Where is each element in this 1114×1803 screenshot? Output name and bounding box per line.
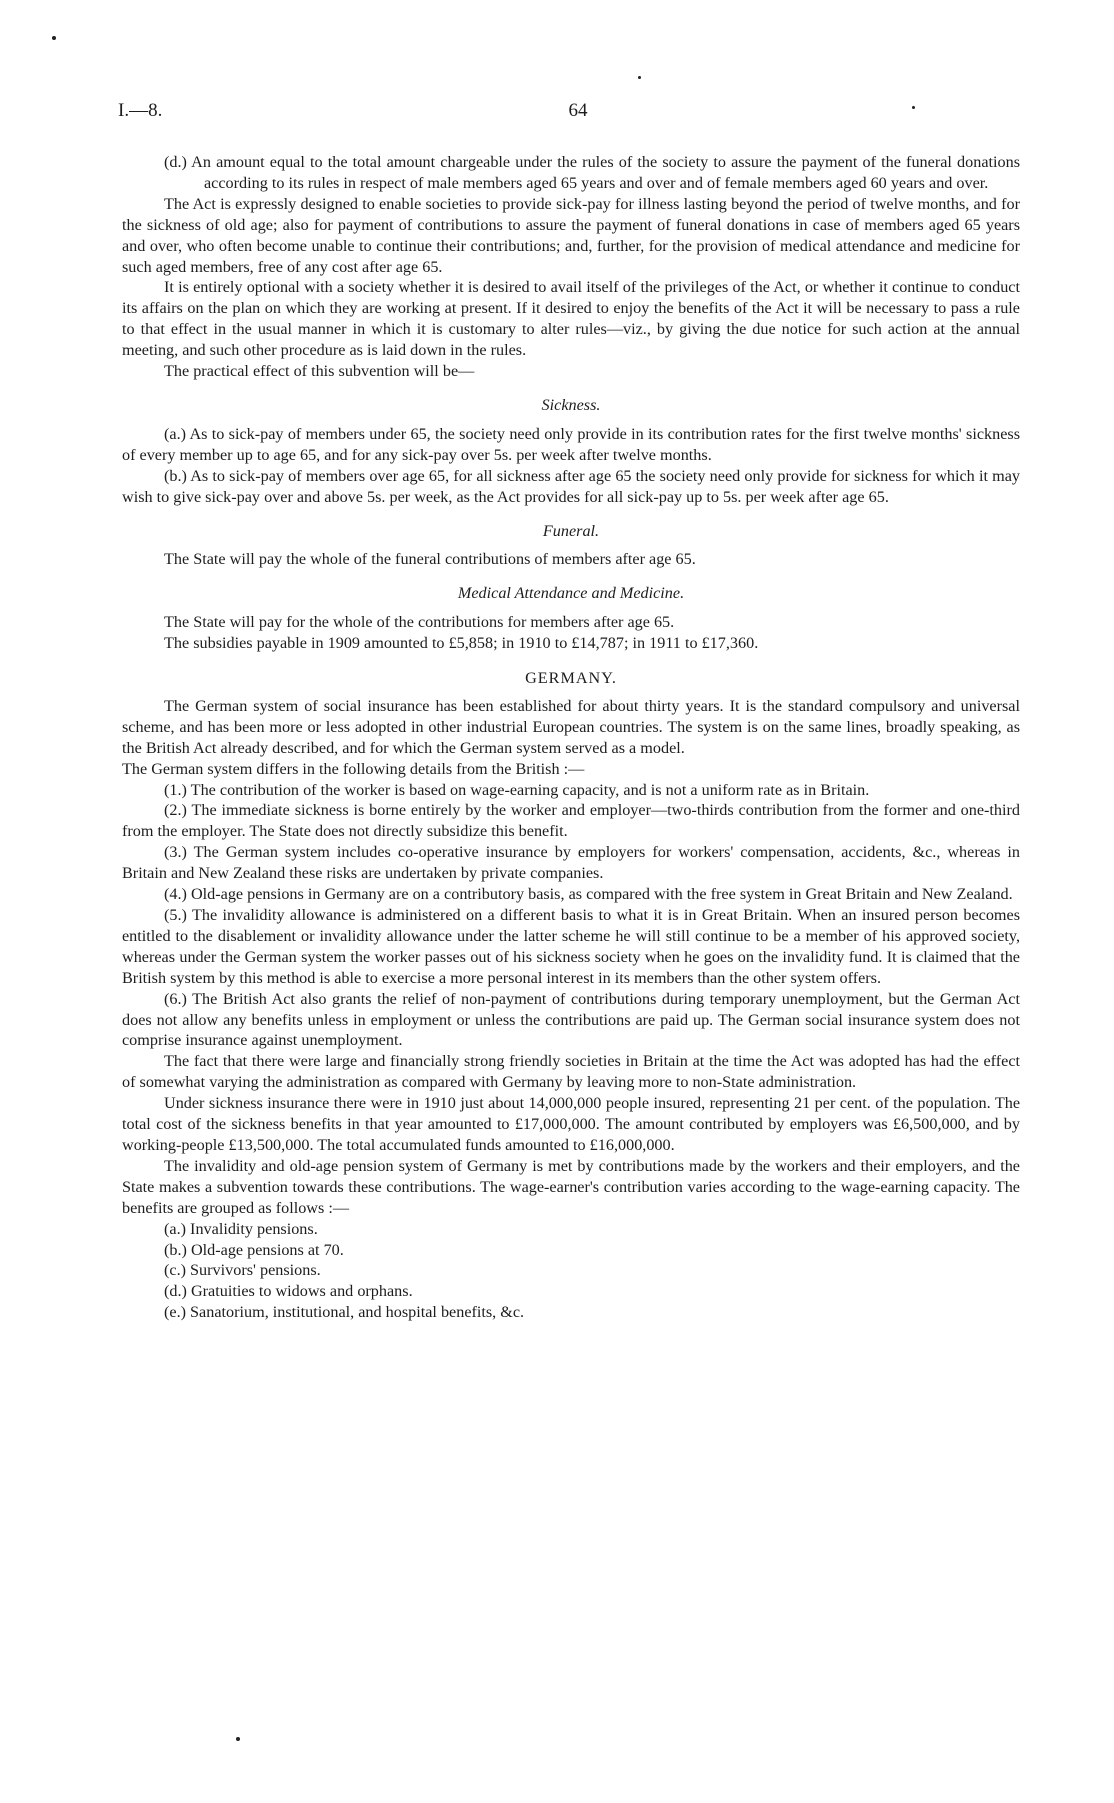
scan-speck (638, 76, 641, 79)
paragraph-funeral: The State will pay the whole of the funeral contributions of members after age 65. (164, 550, 696, 569)
paragraph-differs: The German system differs in the following details from the British :— (122, 759, 585, 778)
paragraph-act-designed: The Act is expressly designed to enable societies to provide sick-pay for illness lasting beyond the period of twelve months, and for the sickness of old age; also for payment of contributions to assure the payment of funeral donations in case of members aged 65 years and over, who often become unable to continue their contributions; and, further, for the provision of medical attendance and medicine for such aged members, free of any cost after age 65. (122, 194, 1020, 276)
section-heading-germany: GERMANY. (525, 669, 617, 688)
paragraph-difference-5: (5.) The invalidity allowance is administered on a different basis to what it is in Great Britain. When an insured person becomes entitled to the disablement or invalidity allowance under the latter scheme he will still continue to be a member of his approved society, whereas under the German system the worker passes out of his sickness society when he goes on the invalidity fund. It is claimed that the British system by this method is able to exercise a more personal interest in its members than the other system offers. (122, 906, 1020, 987)
paragraph-difference-4: (4.) Old-age pensions in Germany are on a contributory basis, as compared with the free system in Great Britain and New Zealand. (164, 885, 1013, 904)
document-reference: I.—8. (118, 100, 163, 121)
list-item: (d.) Gratuities to widows and orphans. (164, 1282, 413, 1301)
paragraph-practical-effect: The practical effect of this subvention will be— (164, 362, 475, 381)
section-heading-sickness: Sickness. (541, 395, 601, 414)
paragraph-difference-3: (3.) The German system includes co-operative insurance by employers for workers' compensation, accidents, &c., whereas in Britain and New Zealand these risks are undertaken by private companies. (122, 843, 1020, 883)
paragraph-german-system: The German system of social insurance has been established for about thirty years. It is the standard compulsory and universal scheme, and has been more or less adopted in other industrial European countries. The system is on the same lines, broadly speaking, as the British Act already described, and for which the German system served as a model. (122, 696, 1020, 757)
page-number: 64 (568, 100, 588, 121)
list-item: (e.) Sanatorium, institutional, and hospital benefits, &c. (164, 1303, 525, 1322)
list-item: (c.) Survivors' pensions. (164, 1261, 321, 1280)
paragraph-sickness-b: (b.) As to sick-pay of members over age 65, for all sickness after age 65 the society need only provide for sickness for which it may wish to give sick-pay over and above 5s. per week, as the Act provides for all sick-pay up to 5s. per week after age 65. (122, 466, 1020, 506)
paragraph-invalidity-system: The invalidity and old-age pension system of Germany is met by contributions made by the workers and their employers, and the State makes a subvention towards these contributions. The wage-earner's contribution varies according to the wage-earning capacity. The benefits are grouped as follows :— (122, 1156, 1020, 1217)
paragraph-d-amount: (d.) An amount equal to the total amount chargeable under the rules of the society to assure the payment of the funeral donations according to its rules in respect of male members aged 65 years and over and of female members aged 60 years and over. (164, 153, 1020, 192)
paragraph-friendly-societies: The fact that there were large and financially strong friendly societies in Britain at the time the Act was adopted has had the effect of somewhat varying the administration as compared with Germany by leaving more to non-State administration. (122, 1052, 1020, 1092)
benefits-list (122, 1219, 1020, 1324)
page-header (118, 100, 996, 126)
paragraph-sickness-insurance: Under sickness insurance there were in 1910 just about 14,000,000 people insured, representing 21 per cent. of the population. The total cost of the sickness benefits in that year amounted to £17,000,000. The amount contributed by employers was £6,500,000, and by working-people £13,500,000. The total accumulated funds amounted to £16,000,000. (122, 1094, 1020, 1154)
document-body (122, 152, 1020, 1323)
scan-speck (52, 36, 56, 40)
section-heading-medical: Medical Attendance and Medicine. (457, 584, 685, 603)
section-heading-funeral: Funeral. (542, 521, 600, 540)
paragraph-difference-2: (2.) The immediate sickness is borne entirely by the worker and employer—two-thirds contribution from the former and one-third from the employer. The State does not directly subsidize this benefit. (122, 801, 1020, 841)
paragraph-difference-6: (6.) The British Act also grants the relief of non-payment of contributions during temporary unemployment, but the German Act does not allow any benefits unless in employment or unless the contributions are paid up. The German social insurance system does not comprise insurance against unemployment. (122, 989, 1020, 1050)
paragraph-difference-1: (1.) The contribution of the worker is based on wage-earning capacity, and is not a uniform rate as in Britain. (164, 780, 870, 799)
paragraph-sickness-a: (a.) As to sick-pay of members under 65, the society need only provide in its contribution rates for the first twelve months' sickness of every member up to age 65, and for any sick-pay over 5s. per week after twelve months. (122, 424, 1020, 464)
list-item: (a.) Invalidity pensions. (164, 1219, 318, 1238)
list-item: (b.) Old-age pensions at 70. (164, 1240, 344, 1259)
paragraph-subsidies: The subsidies payable in 1909 amounted to £5,858; in 1910 to £14,787; in 1911 to £17,360. (164, 634, 759, 653)
scan-speck (236, 1737, 240, 1741)
paragraph-medical: The State will pay for the whole of the contributions for members after age 65. (164, 613, 675, 632)
paragraph-optional: It is entirely optional with a society whether it is desired to avail itself of the privileges of the Act, or whether it continue to conduct its affairs on the plan on which they are working at present. If it desired to enjoy the benefits of the Act it will be necessary to pass a rule to that effect in the usual manner in which it is customary to alter rules—viz., by giving the due notice for such action at the annual meeting, and such other procedure as is laid down in the rules. (122, 278, 1020, 360)
